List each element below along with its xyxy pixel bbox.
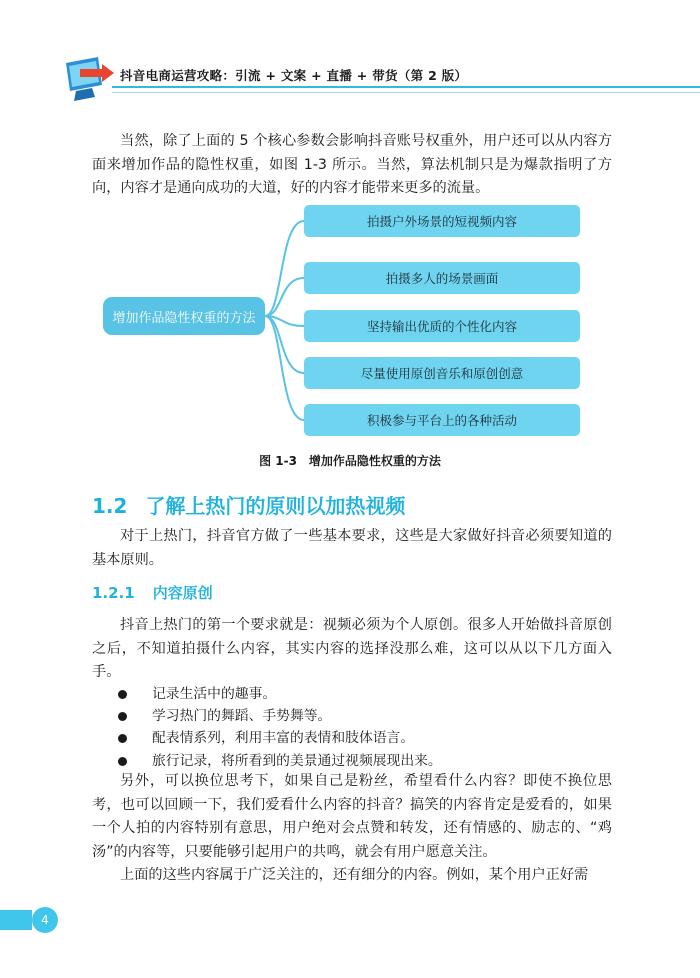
bullet-list: [118, 683, 442, 772]
mindmap-branch-node: 拍摄户外场景的短视频内容: [304, 205, 580, 237]
list-item: [118, 750, 442, 772]
mindmap-branch-node: 坚持输出优质的个性化内容: [304, 310, 580, 342]
section-paragraph: 对于上热门，抖音官方做了一些基本要求，这些是大家做好抖音必须要知道的基本原则。: [92, 528, 612, 568]
bullet-dot-icon: [118, 757, 127, 766]
subsection-title: 内容原创: [152, 584, 213, 602]
subsection-number: 1.2.1: [92, 584, 135, 602]
list-item-text: 配表情系列，利用丰富的表情和肢体语言。: [152, 730, 415, 747]
subsection-paragraph-2: 另外，可以换位思考下，如果自己是粉丝，希望看什么内容？即使不换位思考，也可以回顾一下，我们爱看什么内容的抖音？搞笑的内容肯定是爱看的，如果一个人拍的内容特别有意思，用户绝对会点赞和转发，还有情感的、励志的、“鸡汤”的内容等，只要能够引起用户的共鸣，就会有用户愿意关注。: [92, 773, 612, 860]
page-number: 4: [32, 907, 58, 933]
intro-paragraph: 当然，除了上面的 5 个核心参数会影响抖音账号权重外，用户还可以从内容方面来增加作品的隐性权重，如图 1-3 所示。当然，算法机制只是为爆款指明了方向，内容才是通向成功的大道，好的内容才能带来更多的流量。: [92, 133, 612, 196]
subsection-paragraph-1: 抖音上热门的第一个要求就是：视频必须为个人原创。很多人开始做抖音原创之后，不知道拍摄什么内容，其实内容的选择没那么难，这可以从以下几方面入手。: [92, 617, 612, 680]
list-item: [118, 705, 442, 727]
list-item-text: 旅行记录，将所看到的美景通过视频展现出来。: [152, 752, 442, 769]
list-item: [118, 683, 442, 705]
mindmap-branch-node: 拍摄多人的场景画面: [304, 262, 580, 294]
mindmap-branch-node: 积极参与平台上的各种活动: [304, 404, 580, 436]
computer-arrow-logo-icon: [62, 55, 114, 103]
list-item: [118, 727, 442, 749]
header-divider-thin: [112, 92, 700, 93]
bullet-dot-icon: [118, 712, 127, 721]
list-item-text: 记录生活中的趣事。: [152, 686, 277, 702]
section-heading: [92, 490, 405, 519]
mindmap-branch-node: 尽量使用原创音乐和原创创意: [304, 357, 580, 389]
section-title: 了解上热门的原则以加热视频: [145, 494, 406, 518]
list-item-text: 学习热门的舞蹈、手势舞等。: [152, 708, 332, 725]
footer-accent-bar: [0, 910, 32, 930]
section-number: 1.2: [92, 494, 128, 518]
subsection-paragraph-3: 上面的这些内容属于广泛关注的，还有细分的内容。例如，某个用户正好需: [120, 867, 589, 883]
running-header-title: 抖音电商运营攻略：引流 + 文案 + 直播 + 带货（第 2 版）: [120, 68, 468, 83]
bullet-dot-icon: [118, 734, 127, 743]
figure-caption: 图 1-3 增加作品隐性权重的方法: [259, 454, 441, 468]
subsection-heading: [92, 582, 213, 603]
header-divider: [112, 86, 700, 88]
mindmap-root-node: 增加作品隐性权重的方法: [103, 297, 265, 335]
bullet-dot-icon: [118, 690, 127, 699]
